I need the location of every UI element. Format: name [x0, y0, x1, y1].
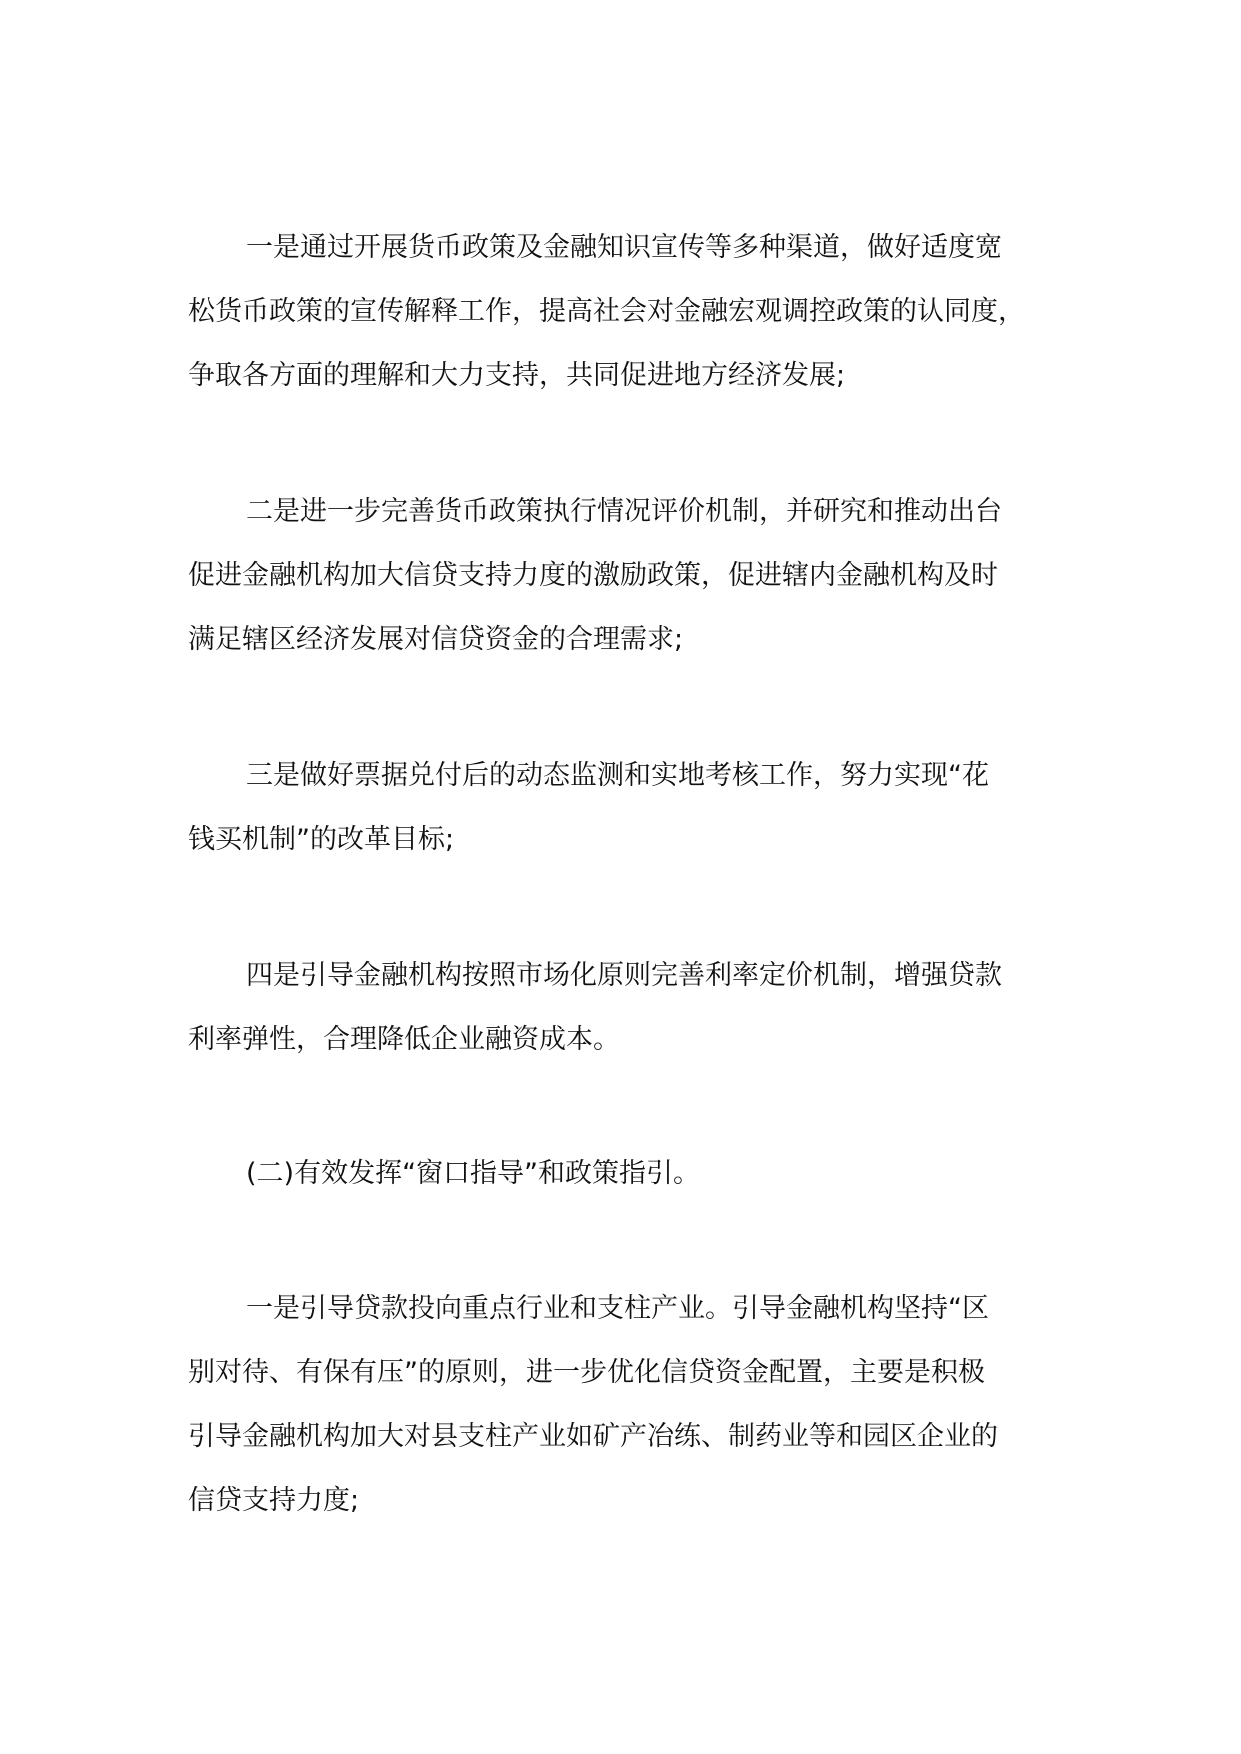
paragraph-line: 钱买机制”的改革目标;: [188, 824, 455, 855]
paragraph-line: 争取各方面的理解和大力支持，共同促进地方经济发展;: [188, 360, 846, 391]
paragraph-line: 一是通过开展货币政策及金融知识宣传等多种渠道，做好适度宽: [246, 232, 1002, 263]
paragraph-line: 三是做好票据兑付后的动态监测和实地考核工作，努力实现“花: [246, 760, 989, 791]
paragraph-line: 信贷支持力度;: [188, 1485, 360, 1516]
paragraph-line: 四是引导金融机构按照市场化原则完善利率定价机制，增强贷款: [246, 960, 1002, 991]
paragraph-line: 松货币政策的宣传解释工作，提高社会对金融宏观调控政策的认同度，: [188, 296, 1025, 327]
paragraph-line: 一是引导贷款投向重点行业和支柱产业。引导金融机构坚持“区: [246, 1293, 989, 1324]
heading-line: (二)有效发挥“窗口指导”和政策指引。: [246, 1158, 701, 1189]
paragraph-line: 利率弹性，合理降低企业融资成本。: [188, 1024, 620, 1055]
paragraph-line: 满足辖区经济发展对信贷资金的合理需求;: [188, 624, 684, 655]
paragraph-line: 二是进一步完善货币政策执行情况评价机制，并研究和推动出台: [246, 496, 1002, 527]
paragraph-line: 促进金融机构加大信贷支持力度的激励政策，促进辖内金融机构及时: [188, 560, 998, 591]
paragraph-line: 别对待、有保有压”的原则，进一步优化信贷资金配置，主要是积极: [188, 1357, 985, 1388]
paragraph-line: 引导金融机构加大对县支柱产业如矿产冶练、制药业等和园区企业的: [188, 1421, 998, 1452]
